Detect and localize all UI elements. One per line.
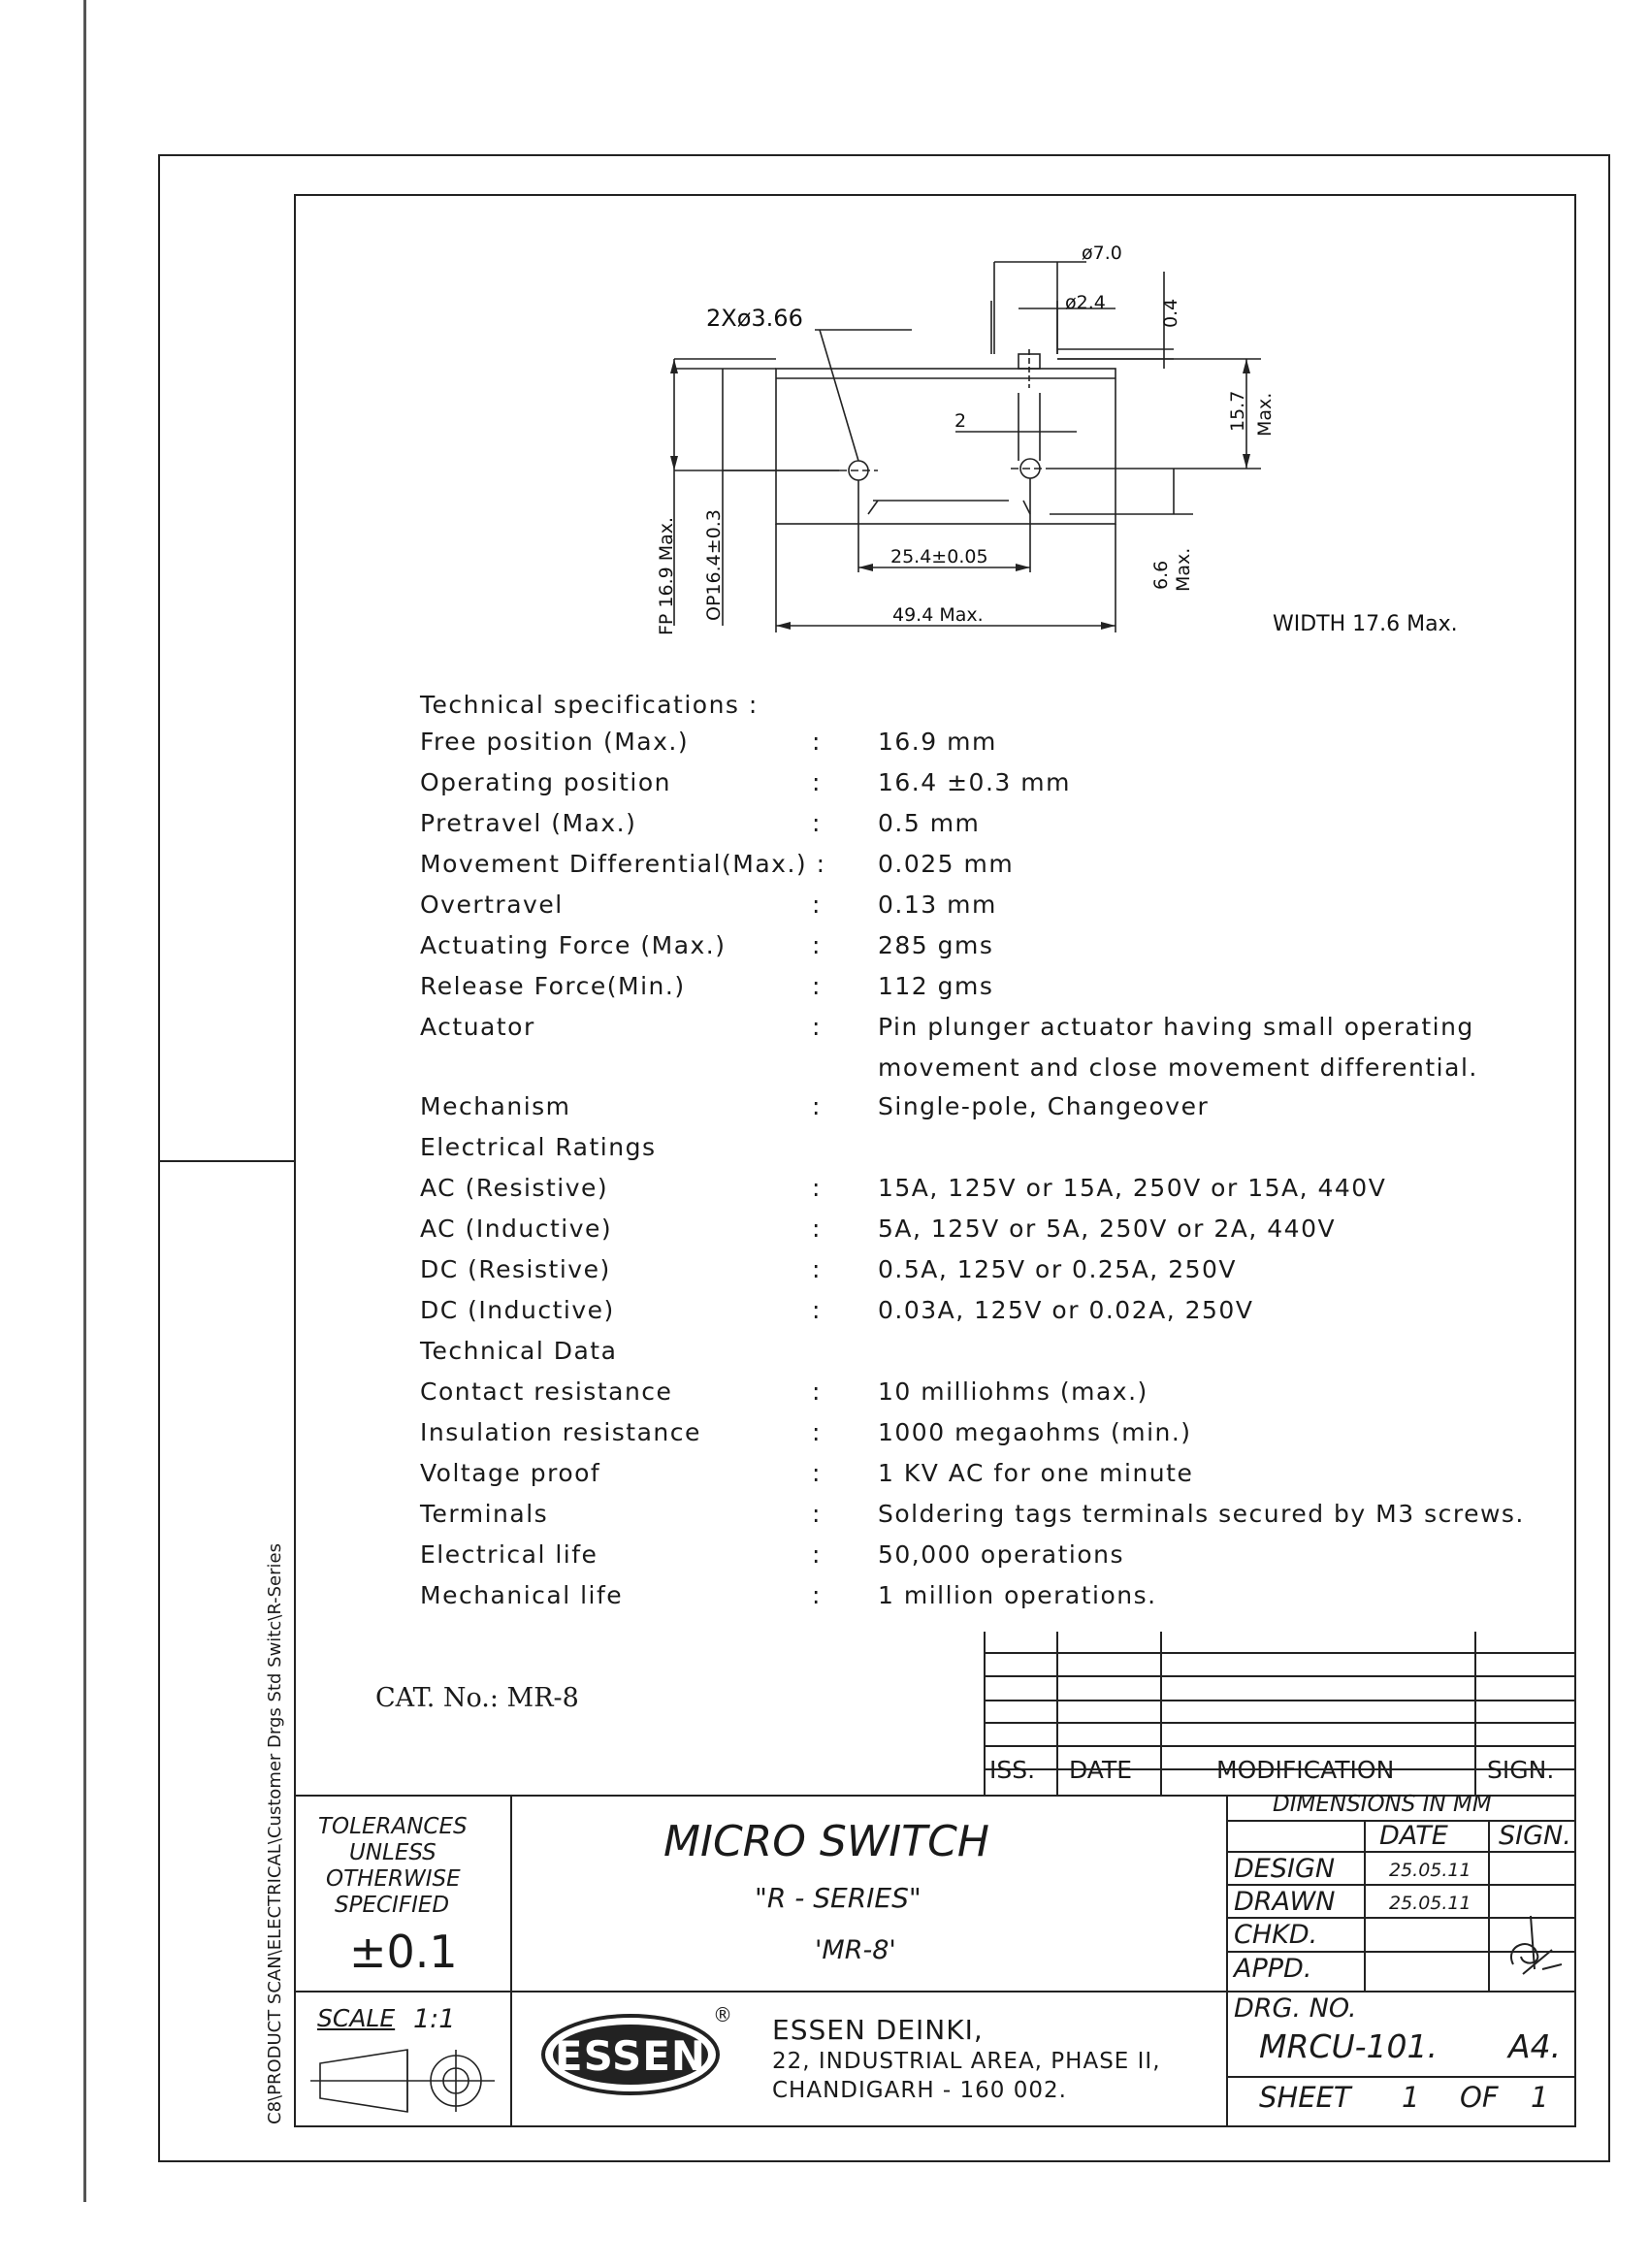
dim-length: 49.4 Max. (892, 604, 984, 626)
dim-hmax-label: Max. (1254, 392, 1276, 437)
rev-iss: ISS. (989, 1756, 1036, 1784)
spec-value: 112 gms (878, 972, 994, 1000)
design-date: 25.05.11 (1389, 1860, 1471, 1881)
dim-two: 2 (954, 410, 967, 432)
inner-frame-bottom (294, 2125, 1576, 2127)
company-name: ESSEN DEINKI, (772, 2014, 984, 2046)
outer-frame-bottom (158, 2160, 1610, 2162)
spec-label: Mechanism (420, 1092, 571, 1120)
dim-op: OP16.4±0.3 (703, 509, 725, 621)
spec-value: 0.13 mm (878, 891, 997, 919)
spec-label: DC (Inductive) (420, 1296, 615, 1324)
sheet-of: OF (1460, 2081, 1499, 2114)
sign-header: SIGN. (1499, 1821, 1571, 1851)
dim-width: WIDTH 17.6 Max. (1273, 612, 1458, 636)
spec-separator: : (812, 1459, 822, 1487)
company-address-2: CHANDIGARH - 160 002. (772, 2078, 1067, 2103)
projection-symbol-icon (301, 2042, 504, 2120)
scan-left-edge (83, 0, 86, 2202)
spec-row (420, 1092, 1584, 1131)
spec-row (420, 1013, 1584, 1082)
spec-value: 0.03A, 125V or 0.02A, 250V (878, 1296, 1254, 1324)
spec-value-continued: movement and close movement differential. (878, 1053, 1478, 1082)
scale-value: 1:1 (413, 2004, 456, 2034)
spec-label: Operating position (420, 768, 671, 796)
spec-value: Single-pole, Changeover (878, 1092, 1210, 1120)
essen-logo (538, 2004, 732, 2101)
specs-heading: Technical specifications : (420, 691, 759, 719)
drawn-date: 25.05.11 (1389, 1893, 1471, 1914)
spec-value: Pin plunger actuator having small operating (878, 1013, 1474, 1041)
sheet-size: A4. (1508, 2027, 1562, 2065)
spec-row (420, 1215, 1584, 1253)
dim-gap: 0.4 (1160, 298, 1181, 328)
dim-bottom: 6.6 (1150, 560, 1172, 590)
spec-row (420, 891, 1584, 929)
spec-separator: : (812, 1540, 822, 1569)
spec-row (420, 1581, 1584, 1620)
spec-row (420, 1174, 1584, 1213)
spec-separator: : (812, 931, 822, 959)
spec-label: Mechanical life (420, 1581, 624, 1609)
drg-no-value: MRCU-101. (1259, 2027, 1438, 2065)
drawn-label: DRAWN (1234, 1887, 1336, 1917)
spec-separator: : (812, 1215, 822, 1243)
spec-label: Free position (Max.) (420, 728, 690, 756)
side-path-label: C8\PRODUCT SCAN\ELECTRICAL\Customer Drgs Std Switc\R-Series (265, 1543, 285, 2124)
tolerance-line-1: TOLERANCES (318, 1814, 468, 1839)
spec-value: 15A, 125V or 15A, 250V or 15A, 440V (878, 1174, 1387, 1202)
dim-d1: ø7.0 (1082, 243, 1122, 264)
drawing-model: 'MR-8' (815, 1935, 896, 1965)
spec-separator: : (812, 1092, 822, 1120)
sheet-number: 1 (1402, 2081, 1420, 2114)
switch-drawing (630, 233, 1562, 660)
electrical-heading: Electrical Ratings (420, 1133, 657, 1161)
tolerance-line-2: UNLESS (349, 1840, 436, 1865)
spec-label: DC (Resistive) (420, 1255, 611, 1283)
spec-value: 0.025 mm (878, 850, 1015, 878)
spec-separator: : (812, 1581, 822, 1609)
spec-separator: : (812, 1500, 822, 1528)
sheet-total: 1 (1531, 2081, 1549, 2114)
spec-label: Insulation resistance (420, 1418, 701, 1446)
drg-no-label: DRG. NO. (1234, 1993, 1357, 2024)
drawing-series: "R - SERIES" (755, 1882, 922, 1914)
rev-sign: SIGN. (1487, 1756, 1555, 1784)
spec-separator: : (812, 1255, 822, 1283)
spec-label: Movement Differential(Max.) : (420, 850, 826, 878)
spec-separator: : (812, 1418, 822, 1446)
scale-label: SCALE (317, 2004, 396, 2032)
spec-row (420, 972, 1584, 1011)
date-header: DATE (1379, 1821, 1448, 1851)
spec-separator: : (812, 728, 822, 756)
spec-value: 50,000 operations (878, 1540, 1124, 1569)
spec-row (420, 728, 1584, 766)
spec-label: AC (Resistive) (420, 1174, 609, 1202)
tolerance-line-4: SPECIFIED (335, 1893, 450, 1918)
spec-value: 16.9 mm (878, 728, 997, 756)
drawing-title: MICRO SWITCH (663, 1817, 989, 1866)
spec-row (420, 1418, 1584, 1457)
cat-number: CAT. No.: MR-8 (375, 1683, 579, 1713)
spec-label: Release Force(Min.) (420, 972, 686, 1000)
spec-separator: : (812, 1296, 822, 1324)
dims-in-mm: DIMENSIONS IN MM (1273, 1792, 1492, 1817)
spec-value: 5A, 125V or 5A, 250V or 2A, 440V (878, 1215, 1337, 1243)
spec-row (420, 1377, 1584, 1416)
logo-registered: ® (713, 2004, 732, 2026)
inner-frame-right (1574, 194, 1576, 2127)
spec-separator: : (812, 809, 822, 837)
dim-hmax: 15.7 (1227, 390, 1248, 432)
spec-value: Soldering tags terminals secured by M3 screws. (878, 1500, 1525, 1528)
spec-value: 285 gms (878, 931, 994, 959)
tolerance-value: ±0.1 (349, 1926, 458, 1978)
sheet-label: SHEET (1259, 2081, 1351, 2114)
spec-row (420, 809, 1584, 848)
outer-frame-right (1608, 154, 1610, 2162)
spec-separator: : (812, 1174, 822, 1202)
spec-value: 1 KV AC for one minute (878, 1459, 1194, 1487)
spec-label: Contact resistance (420, 1377, 673, 1406)
spec-label: Voltage proof (420, 1459, 601, 1487)
spec-value: 16.4 ±0.3 mm (878, 768, 1071, 796)
spec-row (420, 1255, 1584, 1294)
rev-date: DATE (1069, 1756, 1133, 1784)
spec-label: Pretravel (Max.) (420, 809, 637, 837)
spec-value: 0.5 mm (878, 809, 981, 837)
spec-label: AC (Inductive) (420, 1215, 613, 1243)
spec-label: Actuating Force (Max.) (420, 931, 727, 959)
spec-row (420, 1540, 1584, 1579)
spec-row (420, 850, 1584, 889)
spec-value: 0.5A, 125V or 0.25A, 250V (878, 1255, 1238, 1283)
spec-row (420, 768, 1584, 807)
dim-bottom-label: Max. (1173, 547, 1194, 592)
spec-label: Overtravel (420, 891, 564, 919)
dim-d2: ø2.4 (1065, 292, 1106, 313)
dim-holes: 2Xø3.66 (706, 305, 803, 332)
dim-fp: FP 16.9 Max. (656, 516, 677, 635)
spec-separator: : (812, 1013, 822, 1041)
dim-pitch: 25.4±0.05 (890, 546, 988, 567)
logo-text: ESSEN (554, 2032, 707, 2080)
inner-frame-top (294, 194, 1576, 196)
chkd-label: CHKD. (1234, 1920, 1318, 1950)
tolerance-line-3: OTHERWISE (326, 1866, 461, 1892)
margin-tick (158, 1160, 296, 1162)
spec-value: 1 million operations. (878, 1581, 1157, 1609)
approval-signature (1494, 1906, 1571, 1984)
technical-heading: Technical Data (420, 1337, 618, 1365)
spec-label: Terminals (420, 1500, 549, 1528)
outer-frame-top (158, 154, 1610, 156)
spec-row (420, 1296, 1584, 1335)
spec-row (420, 931, 1584, 970)
spec-label: Electrical life (420, 1540, 598, 1569)
spec-separator: : (812, 768, 822, 796)
spec-separator: : (812, 1377, 822, 1406)
spec-row (420, 1459, 1584, 1498)
outer-frame-left (158, 154, 160, 2162)
spec-label: Actuator (420, 1013, 535, 1041)
rev-modification: MODIFICATION (1216, 1756, 1395, 1784)
spec-row (420, 1500, 1584, 1539)
spec-value: 1000 megaohms (min.) (878, 1418, 1192, 1446)
spec-separator: : (812, 891, 822, 919)
design-label: DESIGN (1234, 1854, 1336, 1884)
company-address-1: 22, INDUSTRIAL AREA, PHASE II, (772, 2049, 1161, 2074)
appd-label: APPD. (1234, 1954, 1312, 1984)
spec-value: 10 milliohms (max.) (878, 1377, 1148, 1406)
spec-separator: : (812, 972, 822, 1000)
